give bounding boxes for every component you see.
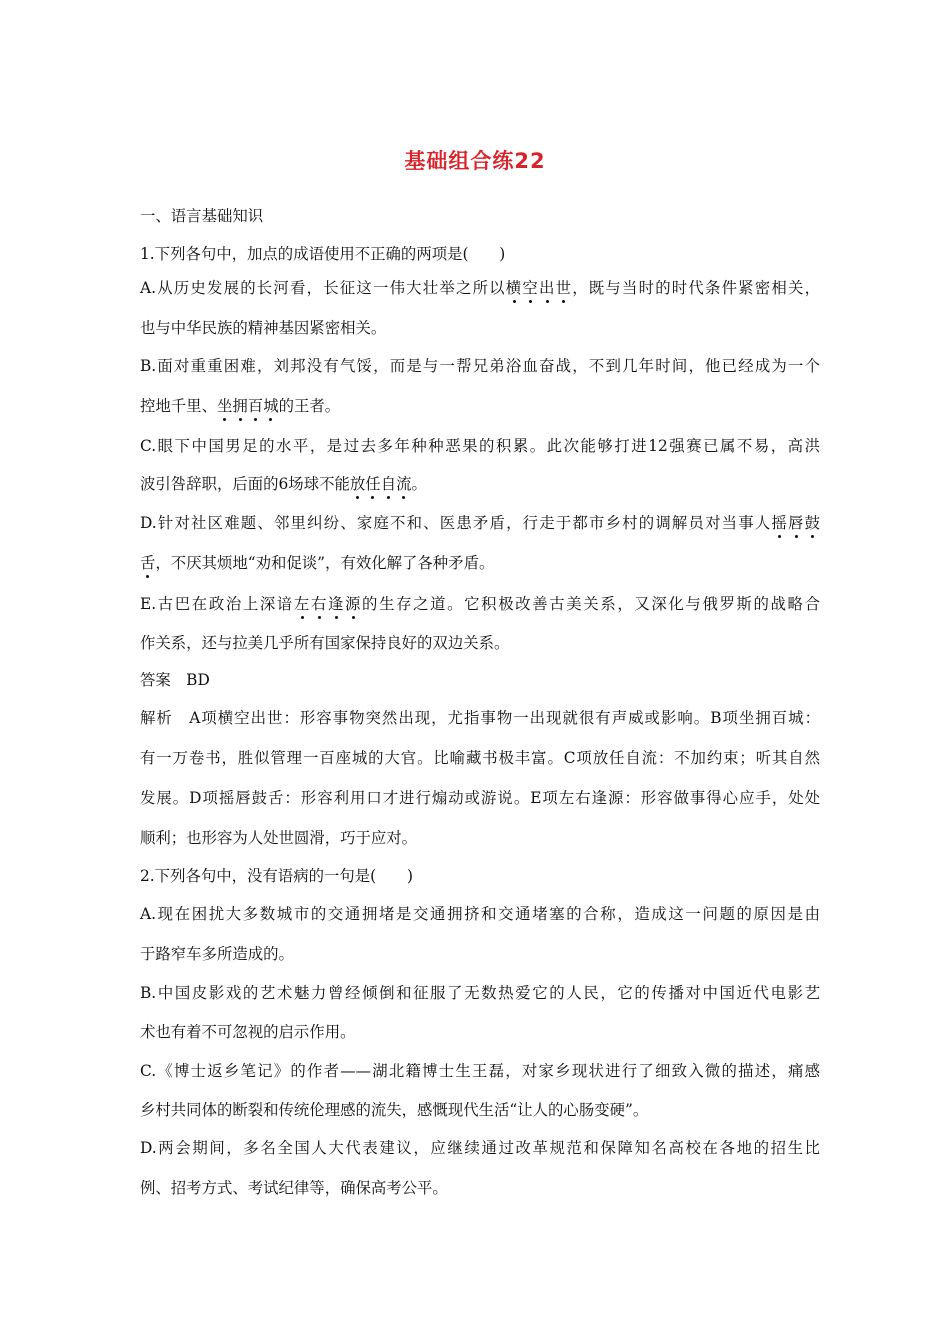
q1-option-b-line1: B.面对重重困难，刘邦没有气馁，而是与一帮兄弟浴血奋战，不到几年时间，他已经成为一个	[140, 357, 820, 375]
dotted-idiom	[140, 554, 155, 572]
q1-explanation-line4: 顺利；也形容为人处世圆滑，巧于应对。	[140, 829, 418, 847]
q1-explanation-line1: 解析 A项横空出世：形容事物突然出现，尤指事物一出现就很有声威或影响。B项坐拥百城：	[140, 709, 820, 727]
emphasis-dot-char: 右	[310, 595, 328, 613]
q1-option-e-line2: 作关系，还与拉美几乎所有国家保持良好的双边关系。	[140, 634, 510, 652]
q1-stem: 1.下列各句中，加点的成语使用不正确的两项是( )	[140, 245, 506, 263]
emphasis-dot-char: 拥	[232, 397, 248, 415]
emphasis-dot-char: 城	[263, 397, 279, 415]
q2-option-b-line2: 术也有着不可忽视的启示作用。	[140, 1023, 356, 1041]
emphasis-dot-char: 任	[365, 475, 381, 493]
q1-option-a-line1: A.从历史发展的长河看，长征这一伟大壮举之所以横空出世，既与当时的时代条件紧密相关，	[140, 279, 820, 297]
emphasis-dot-char: 空	[522, 279, 539, 297]
emphasis-dot-char: 百	[247, 397, 264, 415]
q2-option-d-line2: 例、招考方式、考试纪律等，确保高考公平。	[140, 1179, 448, 1197]
q1-option-c-line1: C.眼下中国男足的水平，是过去多年种种恶果的积累。此次能够打进12强赛已属不易，高洪	[140, 437, 820, 455]
dotted-idiom	[217, 397, 279, 415]
q2-option-c-line2: 乡村共同体的断裂和传统伦理感的流失，感慨现代生活“让人的心肠变硬”。	[140, 1101, 649, 1119]
q2-option-a-line2: 于路窄车多所造成的。	[140, 945, 294, 963]
q2-option-b-line1: B.中国皮影戏的艺术魅力曾经倾倒和征服了无数热爱它的人民，它的传播对中国近代电影艺	[140, 984, 820, 1002]
emphasis-dot-char: 自	[380, 475, 397, 493]
emphasis-dot-char: 横	[505, 279, 523, 297]
q2-option-d-line1: D.两会期间，多名全国人大代表建议，应继续通过改革规范和保障知名高校在各地的招生比	[140, 1139, 820, 1157]
emphasis-dot-char: 流	[396, 475, 412, 493]
dotted-idiom	[506, 279, 572, 297]
emphasis-dot-char: 摇	[771, 514, 788, 532]
q1-option-d-line1: D.针对社区难题、邻里纠纷、家庭不和、医患矛盾，行走于都市乡村的调解员对当事人摇唇鼓	[140, 514, 820, 532]
page-title: 基础组合练22	[404, 149, 546, 173]
emphasis-dot-char: 世	[555, 279, 573, 297]
dotted-idiom	[294, 595, 362, 613]
section-heading: 一、语言基础知识	[140, 207, 264, 225]
q1-option-c-line2: 波引咎辞职，后面的6场球不能放任自流。	[140, 475, 427, 493]
emphasis-dot-char: 出	[538, 279, 556, 297]
emphasis-dot-char: 左	[293, 595, 311, 613]
emphasis-dot-char: 源	[345, 595, 363, 613]
q1-option-d-line2: 舌，不厌其烦地“劝和促谈”，有效化解了各种矛盾。	[140, 554, 495, 572]
emphasis-dot-char: 鼓	[804, 514, 820, 532]
emphasis-dot-char: 坐	[216, 397, 233, 415]
q2-option-a-line1: A.现在困扰大多数城市的交通拥堵是交通拥挤和交通堵塞的合称，造成这一问题的原因是由	[140, 905, 820, 923]
emphasis-dot-char: 舌	[140, 554, 156, 572]
emphasis-dot-char: 逢	[327, 595, 346, 613]
q1-option-b-line2: 控地千里、坐拥百城的王者。	[140, 397, 341, 415]
q1-option-a-line2: 也与中华民族的精神基因紧密相关。	[140, 319, 387, 337]
dotted-idiom	[350, 475, 412, 493]
dotted-idiom	[771, 514, 820, 532]
emphasis-dot-char: 唇	[788, 514, 805, 532]
q2-stem: 2.下列各句中，没有语病的一句是( )	[140, 867, 413, 885]
emphasis-dot-char: 放	[349, 475, 366, 493]
q1-explanation-line3: 发展。D项摇唇鼓舌：形容利用口才进行煽动或游说。E项左右逢源：形容做事得心应手，处处	[140, 789, 820, 807]
q1-explanation-line2: 有一万卷书，胜似管理一百座城的大官。比喻藏书极丰富。C项放任自流：不加约束；听其自然	[140, 749, 820, 767]
q2-option-c-line1: C.《博士返乡笔记》的作者——湖北籍博士生王磊，对家乡现状进行了细致入微的描述，痛感	[140, 1062, 820, 1080]
q1-option-e-line1: E.古巴在政治上深谙左右逢源的生存之道。它积极改善古美关系，又深化与俄罗斯的战略合	[140, 595, 820, 613]
q1-answer: 答案 BD	[140, 671, 210, 689]
